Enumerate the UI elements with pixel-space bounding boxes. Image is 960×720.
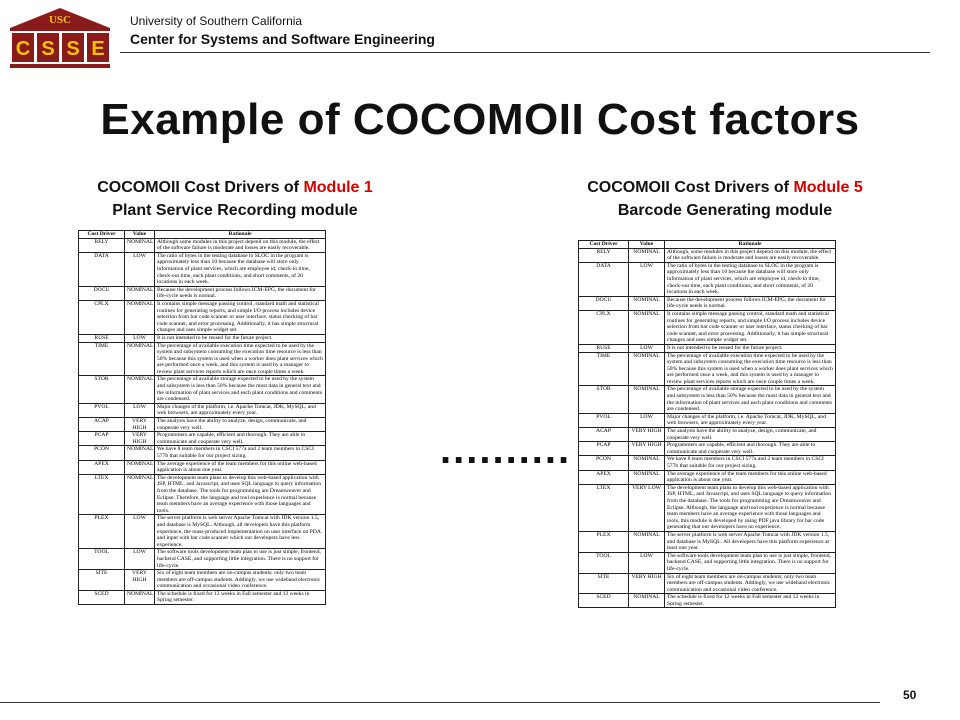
value-cell: LOW <box>125 252 155 286</box>
rationale-cell: We have 8 team members in CSCI 577a and 2 team members in CSCI 577b that suitable for our project sizing. <box>665 456 836 470</box>
table-row <box>79 570 326 591</box>
value-cell: NOMINAL <box>629 352 665 386</box>
rationale-cell: The development team plans to develop this web-based application with JSP, HTML, and Javascript, and uses SQL language to query information from the database. The tools for programming are Dreamweaver and Eclipse. Therefore, the language and tool experience is normal because team members have an average experience with those languages and tools. <box>155 474 326 515</box>
cost-driver-cell: RUSE <box>579 344 629 352</box>
slide-title: Example of COCOMOII Cost factors <box>100 95 860 144</box>
table-row <box>79 286 326 300</box>
cost-driver-cell: SCED <box>79 590 125 604</box>
rationale-cell: The percentage of available storage expected to be used by the system and subsystem is less than 50% because the most data in general text and the information of plant services and each plant conditions and comments are condensed. <box>665 386 836 413</box>
value-cell: LOW <box>125 549 155 570</box>
value-cell: LOW <box>125 334 155 342</box>
table-row <box>579 552 836 573</box>
cost-driver-cell: RELY <box>79 238 125 252</box>
cost-driver-cell: PLEX <box>579 531 629 552</box>
table-row <box>579 296 836 310</box>
table-row <box>579 456 836 470</box>
rationale-cell: It is not intended to be reused for the future project. <box>665 344 836 352</box>
table-row <box>79 376 326 403</box>
value-cell: NOMINAL <box>125 376 155 403</box>
cost-driver-cell: TOOL <box>579 552 629 573</box>
value-cell: LOW <box>629 262 665 296</box>
value-cell: VERY HIGH <box>629 428 665 442</box>
table-row <box>79 549 326 570</box>
table-row <box>579 484 836 531</box>
right-cost-driver-table <box>578 240 836 608</box>
table-row <box>79 342 326 376</box>
value-cell: LOW <box>629 344 665 352</box>
table-row <box>79 432 326 446</box>
cost-driver-cell: PLEX <box>79 515 125 549</box>
table-row <box>579 248 836 262</box>
cost-driver-cell: TIME <box>579 352 629 386</box>
left-module-name: Module 1 <box>303 179 373 196</box>
header-value: Value <box>125 231 155 239</box>
table-row <box>579 352 836 386</box>
value-cell: NOMINAL <box>629 310 665 344</box>
rationale-cell: It contains simple message passing control, standard math and statistical routines for generating reports, and simple I/O process includes device selection from bar code scanner or user interface, status checking of bar code scanner, and error processing. Additionally, it has simple structural changes and uses simple widget set. <box>665 310 836 344</box>
cost-driver-cell: PVOL <box>79 403 125 417</box>
cost-driver-cell: CPLX <box>79 300 125 334</box>
rationale-cell: Because the development process follows ICM-EPG, the document for life-cycle needs is normal. <box>665 296 836 310</box>
cost-driver-cell: TOOL <box>79 549 125 570</box>
value-cell: VERY HIGH <box>125 570 155 591</box>
cost-driver-cell: PCAP <box>79 432 125 446</box>
header-value: Value <box>629 241 665 249</box>
rationale-cell: The server platform is web server Apache Tomcat with JDK version 1.5, and database is MySQL. All developers have this platform experience at least one year. <box>665 531 836 552</box>
header-rationale: Rationale <box>665 241 836 249</box>
rationale-cell: It is not intended to be reused for the future project. <box>155 334 326 342</box>
value-cell: LOW <box>125 403 155 417</box>
rationale-cell: The schedule is fixed for 12 weeks in Fall semester and 12 weeks in Spring semester. <box>155 590 326 604</box>
cost-driver-cell: DOCU <box>579 296 629 310</box>
rationale-cell: Programmers are capable, efficient and thorough. They are able to communicate and cooperate very well. <box>155 432 326 446</box>
value-cell: NOMINAL <box>125 342 155 376</box>
value-cell: NOMINAL <box>629 386 665 413</box>
value-cell: LOW <box>629 413 665 427</box>
table-row <box>79 474 326 515</box>
right-heading-prefix: COCOMOII Cost Drivers of <box>587 179 794 196</box>
table-row <box>79 590 326 604</box>
logo-top-text: USC <box>48 14 72 26</box>
cost-driver-cell: SCED <box>579 594 629 608</box>
value-cell: VERY HIGH <box>629 442 665 456</box>
cost-driver-cell: SITE <box>79 570 125 591</box>
value-cell: NOMINAL <box>629 594 665 608</box>
rationale-cell: The average experience of the team members for this online web-based application is about one year. <box>155 460 326 474</box>
rationale-cell: Major changes of the platform, i.e. Apache Tomcat, JDK, MySQL, and web browsers, are approximately every year. <box>665 413 836 427</box>
table-row <box>579 386 836 413</box>
table-row <box>579 413 836 427</box>
cost-driver-cell: LTEX <box>79 474 125 515</box>
left-table-heading <box>70 176 400 222</box>
header-cost-driver: Cost Driver <box>79 231 125 239</box>
logo-letter: E <box>91 38 105 60</box>
cost-driver-cell: PCAP <box>579 442 629 456</box>
page-number: 50 <box>903 688 917 702</box>
header-divider <box>120 52 930 53</box>
cost-driver-cell: APEX <box>579 470 629 484</box>
table-row <box>579 344 836 352</box>
table-row <box>579 531 836 552</box>
value-cell: LOW <box>629 552 665 573</box>
table-row <box>79 238 326 252</box>
table-row <box>79 515 326 549</box>
table-row <box>79 334 326 342</box>
cost-driver-cell: TIME <box>79 342 125 376</box>
csse-logo <box>6 6 114 70</box>
center-name: Center for Systems and Software Engineering <box>130 31 435 47</box>
value-cell: LOW <box>125 515 155 549</box>
table-row <box>579 594 836 608</box>
logo-letter: S <box>66 38 80 60</box>
cost-driver-cell: PCON <box>79 446 125 460</box>
rationale-cell: The analysts have the ability to analyze, design, communicate, and cooperate very well. <box>665 428 836 442</box>
rationale-cell: Although, some modules in this project depend on this module, the effect of the software failure is moderate and losses are easily recoverable. <box>665 248 836 262</box>
rationale-cell: The ratio of bytes in the testing database to SLOC in the program is approximately less than 10 because the database will store only information of plant services, which are employee id, check-in time, check-out time, each plant conditions, and short comments, of 20 locations in each week. <box>665 262 836 296</box>
value-cell: NOMINAL <box>629 531 665 552</box>
left-heading-prefix: COCOMOII Cost Drivers of <box>97 179 304 196</box>
table-row <box>79 252 326 286</box>
table-header-row <box>79 231 326 239</box>
cost-driver-cell: STOR <box>79 376 125 403</box>
value-cell: NOMINAL <box>629 296 665 310</box>
rationale-cell: Six of eight team members are on-campus students; only two team members are off-campus students. Addingly, we use wideband electronic communication and occasional video conference. <box>155 570 326 591</box>
university-name: University of Southern California <box>130 14 303 28</box>
rationale-cell: The ratio of bytes in the testing database to SLOC in the program is approximately less than 10 because the database will store only information of plant services, which are employee id, check-in time, check-out time, each plant conditions, and short comments, of 20 locations in each week. <box>155 252 326 286</box>
rationale-cell: The percentage of available storage expected to be used by the system and subsystem is less than 50% because the most data in general text and the information of plant services and each plant conditions and comments are condensed. <box>155 376 326 403</box>
rationale-cell: The average experience of the team members for this online web-based application is about one year. <box>665 470 836 484</box>
table-row <box>79 460 326 474</box>
rationale-cell: The development team plans to develop this web-based application with JSP, HTML, and Javascript, and uses SQL language to query information from the database. The tools for programming are Dreamweaver and Eclipse. Although, the language and tool experience is normal because team members have an average experience with those languages and tools, this module is developed by using PDF java library for bar code generating that our developers have no experience. <box>665 484 836 531</box>
cost-driver-cell: SITE <box>579 573 629 594</box>
logo-letter: S <box>41 38 55 60</box>
value-cell: NOMINAL <box>125 286 155 300</box>
value-cell: NOMINAL <box>125 300 155 334</box>
cost-driver-cell: APEX <box>79 460 125 474</box>
cost-driver-cell: RUSE <box>79 334 125 342</box>
value-cell: NOMINAL <box>629 470 665 484</box>
value-cell: NOMINAL <box>125 590 155 604</box>
cost-driver-cell: CPLX <box>579 310 629 344</box>
rationale-cell: The analysts have the ability to analyze, design, communicate, and cooperate very well. <box>155 418 326 432</box>
cost-driver-cell: RELY <box>579 248 629 262</box>
value-cell: NOMINAL <box>125 460 155 474</box>
footer-divider <box>0 702 880 703</box>
rationale-cell: Major changes of the platform, i.e. Apache Tomcat, JDK, MySQL, and web browsers, are approximately every year. <box>155 403 326 417</box>
value-cell: NOMINAL <box>125 446 155 460</box>
rationale-cell: The software tools development team plan to use is just simple, frontend, backend CASE, and supporting little integration. There is no support for life-cycle. <box>155 549 326 570</box>
rationale-cell: We have 8 team members in CSCI 577a and 2 team members in CSCI 577b that suitable for our project sizing. <box>155 446 326 460</box>
cost-driver-cell: PVOL <box>579 413 629 427</box>
table-row <box>79 300 326 334</box>
table-row <box>579 470 836 484</box>
table-header-row <box>579 241 836 249</box>
rationale-cell: The percentage of available execution time expected to be used by the system and subsystem consuming the execution time resource is less than 50% because this system is used when a worker does plant services which are performed once a week, and this system is used by a manager to review plant services reports which are once couple times a week. <box>155 342 326 376</box>
cost-driver-cell: DOCU <box>79 286 125 300</box>
value-cell: NOMINAL <box>125 474 155 515</box>
rationale-cell: It contains simple message passing control, standard math and statistical routines for generating reports, and simple I/O process includes device selection from bar code scanner or user interface, status checking of bar code scanner, and error processing. Additionally, it has simple structural changes and uses simple widget set. <box>155 300 326 334</box>
cost-driver-cell: ACAP <box>79 418 125 432</box>
cost-driver-cell: ACAP <box>579 428 629 442</box>
value-cell: VERY HIGH <box>125 432 155 446</box>
right-module-name: Module 5 <box>793 179 863 196</box>
table-row <box>79 418 326 432</box>
right-table-heading <box>550 176 900 222</box>
rationale-cell: The server platform is web server Apache Tomcat with JDK version 1.5, and database is MySQL. Although, all developers have this platform experience, the mass-produced implementation on user interface on PDA and input with bar code scanner which our developers have less experience. <box>155 515 326 549</box>
table-row <box>579 262 836 296</box>
rationale-cell: Six of eight team members are on-campus students; only two team members are off-campus students. Addingly, we use wideband electronic communication and occasional video conference. <box>665 573 836 594</box>
table-row <box>79 446 326 460</box>
rationale-cell: Programmers are capable, efficient and thorough. They are able to communicate and cooperate very well. <box>665 442 836 456</box>
ellipsis: .......... <box>440 428 572 472</box>
left-heading-line2: Plant Service Recording module <box>112 202 358 219</box>
header-cost-driver: Cost Driver <box>579 241 629 249</box>
cost-driver-cell: DATA <box>79 252 125 286</box>
cost-driver-cell: DATA <box>579 262 629 296</box>
rationale-cell: The software tools development team plan to use is just simple, frontend, backend CASE, and supporting little integration. There is no support for life-cycle. <box>665 552 836 573</box>
rationale-cell: Although some modules in this project depend on this module, the effect of the software failure is moderate and losses are easily recoverable. <box>155 238 326 252</box>
logo-letter-boxes <box>12 33 109 62</box>
header-rationale: Rationale <box>155 231 326 239</box>
table-row <box>579 310 836 344</box>
logo-letter: C <box>15 38 31 60</box>
cost-driver-cell: STOR <box>579 386 629 413</box>
value-cell: VERY HIGH <box>125 418 155 432</box>
left-cost-driver-table <box>78 230 326 605</box>
table-row <box>579 573 836 594</box>
table-row <box>79 403 326 417</box>
right-heading-line2: Barcode Generating module <box>617 202 833 219</box>
value-cell: NOMINAL <box>629 456 665 470</box>
rationale-cell: Because the development process follows ICM-EPG, the document for life-cycle needs is normal. <box>155 286 326 300</box>
table-row <box>579 428 836 442</box>
value-cell: VERY LOW <box>629 484 665 531</box>
cost-driver-cell: PCON <box>579 456 629 470</box>
rationale-cell: The schedule is fixed for 12 weeks in Fall semester and 12 weeks in Spring semester. <box>665 594 836 608</box>
rationale-cell: The percentage of available execution time expected to be used by the system and subsystem consuming the execution time resource is less than 50% because this system is used when a worker does plant services which are performed once a week, and this system is used by a manager to review plant services reports which are once couple times a week. <box>665 352 836 386</box>
table-row <box>579 442 836 456</box>
value-cell: NOMINAL <box>125 238 155 252</box>
value-cell: VERY HIGH <box>629 573 665 594</box>
value-cell: NOMINAL <box>629 248 665 262</box>
cost-driver-cell: LTEX <box>579 484 629 531</box>
